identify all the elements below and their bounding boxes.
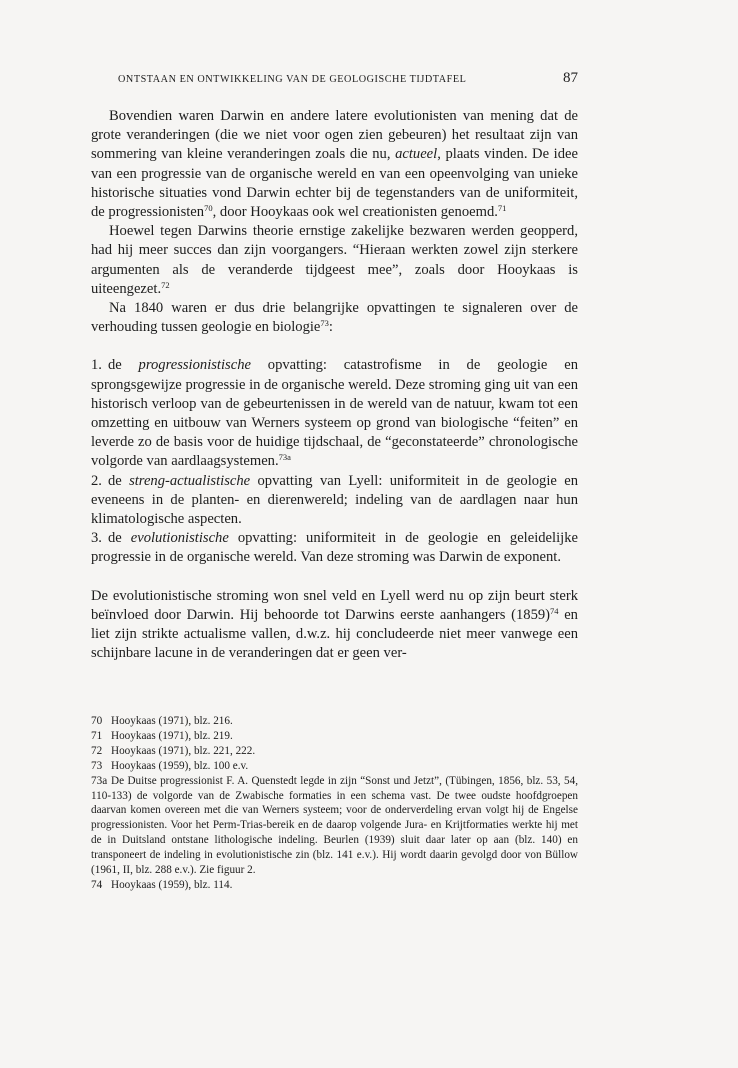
footnote-71 <box>91 729 578 744</box>
list-item-text: opvatting: uniformiteit in de geologie en geleidelijke progressie in de organische wereld. Van deze stroming was Darwin de exponent. <box>91 530 578 566</box>
footnote-text: Hooykaas (1971), blz. 221, 222. <box>111 744 256 757</box>
list-item-prefix: de <box>107 357 139 374</box>
footnote-text: Hooykaas (1971), blz. 219. <box>111 729 233 742</box>
footnote-72 <box>91 744 578 759</box>
paragraph-3-colon: : <box>328 319 333 336</box>
list-item-term: progressionistische <box>138 357 251 374</box>
list-item-1 <box>91 356 578 471</box>
footnote-ref-70: 70 <box>204 203 213 214</box>
list-item-term: evolutionistische <box>130 530 229 547</box>
footnote-73 <box>91 759 578 774</box>
list-item-text: opvatting van Lyell: uniformiteit in de geologie en eveneens in de planten- en dierenwereld; indeling van de aardlagen naar hun klimatologische aspecten. <box>91 472 578 528</box>
footnote-number: 72 <box>91 744 103 757</box>
page-number: 87 <box>563 70 578 86</box>
footnote-ref-74: 74 <box>550 605 559 616</box>
paragraph-1-text-b: , plaats vinden. De idee van een progressie van de organische wereld en van een opeenvolging van unieke historische situaties vond Darwin echter bij de tegenstanders van de uniformiteit, de progressionisten <box>91 146 578 221</box>
footnote-number: 73a <box>91 774 108 787</box>
main-text <box>91 107 578 663</box>
list-number: 3. <box>91 530 102 547</box>
footnote-number: 70 <box>91 715 103 727</box>
footnote-ref-72: 72 <box>161 279 170 290</box>
footnote-text: Hooykaas (1971), blz. 216. <box>111 715 233 727</box>
list-item-3 <box>91 529 578 567</box>
list-item-prefix: de <box>107 530 131 547</box>
footnote-ref-73: 73 <box>320 318 329 329</box>
list-item-term: streng-actualistische <box>129 472 251 489</box>
paragraph-4-text-b: en liet zijn strikte actualisme vallen, d.w.z. hij concludeerde niet meer vanwege een schijnbare lacune in de veranderingen dat er geen ver- <box>91 606 578 662</box>
footnote-74 <box>91 878 578 893</box>
footnote-73a <box>91 774 578 878</box>
footnote-number: 71 <box>91 729 103 742</box>
paragraph-2-text: Hoewel tegen Darwins theorie ernstige zakelijke bezwaren werden geopperd, had hij meer succes dan zijn voorgangers. “Hieraan werkten zowel zijn sterkere argumenten als de veranderde tijdgeest mee”, zoals door Hooykaas is uiteengezet. <box>91 223 578 297</box>
paragraph-1-text-c: , door Hooykaas ook wel creationisten genoemd. <box>212 204 498 221</box>
paragraph-3 <box>91 299 578 337</box>
footnote-70 <box>91 714 578 729</box>
list-number: 2. <box>91 472 102 489</box>
paragraph-2 <box>91 222 578 299</box>
list-item-prefix: de <box>107 472 130 489</box>
emphasis-actueel: actueel <box>395 146 438 163</box>
footnote-text: Hooykaas (1959), blz. 100 e.v. <box>111 759 249 772</box>
list-item-text: opvatting: catastrofisme in de geologie en sprongsgewijze progressie in de organische wereld. Deze stroming ging uit van een historisch verloop van de gebeurtenissen in de wereld van de natuur, kwam tot een omzetting en uitbouw van Werners systeem op grond van biologische “feiten” en leverde zo de basis voor de huidige tijdschaal, de “geconstateerde” chronologische volgorde van aardlaagsystemen. <box>91 357 578 470</box>
footnote-number: 73 <box>91 759 103 772</box>
footnote-text: De Duitse progressionist F. A. Quenstedt legde in zijn “Sonst und Jetzt”, (Tübingen, 1856, blz. 53, 54, 110-133) de volgorde van de Zwabische formaties in een schema vast. De twee oudste hoofdgroepen daarvan komen overeen met die van Werners systeem; voor de onderverdeling ervan volgt hij de Engelse progressionisten. Voor het Perm-Trias-bereik en de daarop volgende Jura- en Krijtformaties werkte hij met de in Duitsland ontstane lithologische indeling. Beurlen (1939) sluit daar later op aan (blz. 140) en transponeert de indeling in evolutionistische zin (blz. 141 e.v.). Hij wordt daarin gevolgd door von Büllow (1961, II, blz. 288 e.v.). Zie figuur 2. <box>91 774 578 877</box>
running-head: ONTSTAAN EN ONTWIKKELING VAN DE GEOLOGISCHE TIJDTAFEL <box>118 74 467 85</box>
footnotes <box>91 714 578 893</box>
list-number: 1. <box>91 357 102 374</box>
paragraph-1-text-a: Bovendien waren Darwin en andere latere evolutionisten van mening dat de grote veranderingen (die we niet voor ogen zien gebeuren) het resultaat zijn van sommering van kleine veranderingen zoals die nu, <box>91 108 578 163</box>
list-item-2 <box>91 472 578 530</box>
paragraph-4 <box>91 587 578 664</box>
footnote-ref-73a: 73a <box>278 452 291 463</box>
paragraph-4-text-a: De evolutionistische stroming won snel veld en Lyell werd nu op zijn beurt sterk beïnvloed door Darwin. Hij behoorde tot Darwins eerste aanhangers (1859) <box>91 587 578 623</box>
footnote-ref-71: 71 <box>497 203 507 214</box>
paragraph-1 <box>91 107 578 222</box>
page-header <box>118 70 578 87</box>
paragraph-3-text: Na 1840 waren er dus drie belangrijke opvattingen te signaleren over de verhouding tussen geologie en biologie <box>91 300 578 336</box>
footnote-text: Hooykaas (1959), blz. 114. <box>111 878 233 891</box>
footnote-number: 74 <box>91 878 103 891</box>
